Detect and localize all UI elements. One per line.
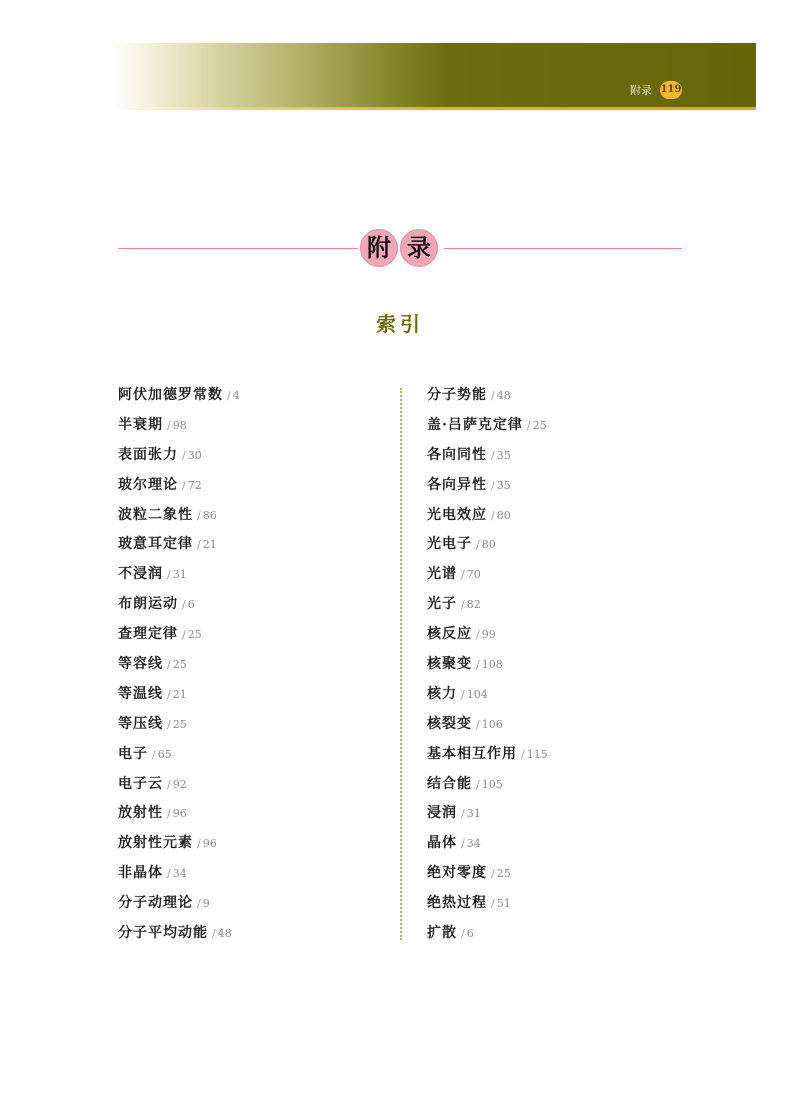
index-page-number: 99	[481, 628, 496, 642]
index-page-number: 115	[526, 747, 548, 761]
index-page-number: 21	[202, 538, 217, 552]
index-term: 光子	[427, 596, 457, 613]
index-entry	[427, 770, 687, 800]
index-term: 核聚变	[427, 656, 472, 673]
index-separator: /	[476, 777, 480, 791]
index-page-number: 65	[157, 747, 172, 761]
index-entry	[118, 471, 378, 501]
index-entry	[427, 740, 687, 770]
index-entry	[118, 560, 378, 590]
index-term: 布朗运动	[118, 596, 178, 613]
title-rule-left	[118, 248, 358, 249]
index-entry	[118, 740, 378, 770]
index-page-number: 25	[172, 658, 187, 672]
index-entry	[118, 829, 378, 859]
index-page-number: 34	[172, 867, 187, 881]
index-separator: /	[476, 538, 480, 552]
index-term: 表面张力	[118, 446, 178, 463]
page-number-badge: 119	[660, 81, 682, 99]
index-entry	[427, 620, 687, 650]
index-entry	[118, 680, 378, 710]
index-page-number: 31	[172, 568, 187, 582]
index-term: 玻意耳定律	[118, 536, 193, 553]
index-separator: /	[476, 658, 480, 672]
index-separator: /	[491, 897, 495, 911]
index-entry	[118, 650, 378, 680]
index-entry	[118, 620, 378, 650]
title-char-2: 录	[400, 229, 438, 267]
header-underline	[110, 107, 756, 110]
index-separator: /	[461, 687, 465, 701]
index-term: 半衰期	[118, 416, 163, 433]
index-entry	[427, 859, 687, 889]
index-entry	[118, 501, 378, 531]
index-separator: /	[491, 389, 495, 402]
index-separator: /	[197, 837, 201, 851]
index-term: 波粒二象性	[118, 506, 193, 523]
index-page-number: 25	[532, 418, 547, 432]
index-term: 核力	[427, 685, 457, 702]
index-entry	[118, 859, 378, 889]
index-page-number: 70	[466, 568, 481, 582]
title-char-1: 附	[360, 229, 398, 267]
index-page-number: 6	[466, 927, 474, 941]
index-entry	[118, 919, 378, 949]
index-term: 光电子	[427, 536, 472, 553]
index-column-left	[118, 381, 378, 949]
index-page-number: 86	[202, 508, 217, 522]
index-term: 放射性元素	[118, 835, 193, 852]
index-entry	[427, 680, 687, 710]
index-separator: /	[167, 687, 171, 701]
index-page-number: 21	[172, 687, 187, 701]
index-term: 玻尔理论	[118, 476, 178, 493]
index-entry	[427, 411, 687, 441]
index-entry	[427, 799, 687, 829]
index-term: 光电效应	[427, 506, 487, 523]
index-entry	[118, 590, 378, 620]
index-term: 光谱	[427, 566, 457, 583]
index-entry	[427, 710, 687, 740]
index-page-number: 96	[172, 807, 187, 821]
index-page-number: 35	[496, 478, 511, 492]
index-separator: /	[461, 568, 465, 582]
index-term: 查理定律	[118, 626, 178, 643]
index-page-number: 25	[172, 717, 187, 731]
index-separator: /	[521, 747, 525, 761]
index-separator: /	[167, 418, 171, 432]
index-term: 晶体	[427, 835, 457, 852]
index-column-right	[427, 381, 687, 949]
index-page-number: 25	[496, 867, 511, 881]
index-term: 等容线	[118, 656, 163, 673]
index-page-number: 35	[496, 448, 511, 462]
index-entry	[118, 411, 378, 441]
section-subtitle: 索引	[376, 312, 424, 336]
index-term: 绝对零度	[427, 865, 487, 882]
index-page-number: 31	[466, 807, 481, 821]
column-divider	[400, 388, 402, 940]
index-page-number: 82	[466, 598, 481, 612]
index-page-number: 48	[217, 927, 232, 941]
index-term: 各向同性	[427, 446, 487, 463]
index-separator: /	[476, 628, 480, 642]
index-term: 分子势能	[427, 387, 487, 403]
index-term: 等压线	[118, 715, 163, 732]
index-separator: /	[167, 717, 171, 731]
index-entry	[427, 441, 687, 471]
index-term: 电子云	[118, 775, 163, 792]
index-page-number: 106	[481, 717, 503, 731]
index-entry	[118, 770, 378, 800]
header-band	[110, 43, 756, 107]
index-term: 等温线	[118, 685, 163, 702]
index-entry	[427, 590, 687, 620]
index-entry	[427, 501, 687, 531]
index-page-number: 6	[187, 598, 195, 612]
index-entry	[427, 560, 687, 590]
index-page-number: 108	[481, 658, 503, 672]
index-separator: /	[212, 927, 216, 941]
index-separator: /	[461, 927, 465, 941]
index-term: 分子平均动能	[118, 925, 208, 942]
index-separator: /	[152, 747, 156, 761]
index-separator: /	[491, 448, 495, 462]
index-page-number: 34	[466, 837, 481, 851]
index-entry	[427, 919, 687, 949]
index-separator: /	[461, 807, 465, 821]
index-separator: /	[182, 448, 186, 462]
index-entry	[118, 799, 378, 829]
index-term: 电子	[118, 745, 148, 762]
index-page-number: 105	[481, 777, 503, 791]
index-separator: /	[197, 897, 201, 911]
index-entry	[118, 710, 378, 740]
index-separator: /	[491, 867, 495, 881]
index-separator: /	[167, 658, 171, 672]
index-separator: /	[491, 508, 495, 522]
index-separator: /	[182, 478, 186, 492]
index-term: 绝热过程	[427, 895, 487, 912]
index-page-number: 80	[496, 508, 511, 522]
index-term: 基本相互作用	[427, 745, 517, 762]
index-entry	[427, 471, 687, 501]
title-rule-right	[444, 248, 682, 249]
index-page-number: 72	[187, 478, 202, 492]
index-page-number: 25	[187, 628, 202, 642]
index-separator: /	[476, 717, 480, 731]
index-entry	[427, 381, 687, 411]
index-entry	[118, 441, 378, 471]
index-separator: /	[182, 628, 186, 642]
index-term: 结合能	[427, 775, 472, 792]
index-entry	[427, 889, 687, 919]
index-page-number: 9	[202, 897, 210, 911]
index-entry	[427, 650, 687, 680]
index-separator: /	[167, 807, 171, 821]
index-page-number: 48	[496, 389, 511, 402]
index-entry	[427, 829, 687, 859]
index-separator: /	[167, 777, 171, 791]
running-header-section: 附录	[630, 84, 652, 97]
index-term: 扩散	[427, 925, 457, 942]
index-separator: /	[197, 538, 201, 552]
index-page-number: 96	[202, 837, 217, 851]
index-page-number: 30	[187, 448, 202, 462]
index-separator: /	[461, 837, 465, 851]
index-separator: /	[197, 508, 201, 522]
index-term: 分子动理论	[118, 895, 193, 912]
index-page-number: 51	[496, 897, 511, 911]
index-page-number: 104	[466, 687, 488, 701]
index-term: 放射性	[118, 805, 163, 822]
index-page-number: 4	[232, 389, 240, 402]
index-term: 不浸润	[118, 566, 163, 583]
index-term: 浸润	[427, 805, 457, 822]
index-separator: /	[167, 867, 171, 881]
index-page-number: 98	[172, 418, 187, 432]
index-page-number: 80	[481, 538, 496, 552]
index-term: 非晶体	[118, 865, 163, 882]
index-separator: /	[167, 568, 171, 582]
index-term: 阿伏加德罗常数	[118, 387, 223, 403]
index-entry	[118, 381, 378, 411]
index-separator: /	[526, 418, 531, 432]
index-separator: /	[461, 598, 465, 612]
index-term: 各向异性	[427, 476, 487, 493]
index-page-number: 92	[172, 777, 187, 791]
index-entry	[118, 889, 378, 919]
index-separator: /	[182, 598, 186, 612]
index-separator: /	[227, 389, 231, 402]
index-separator: /	[491, 478, 495, 492]
index-entry	[427, 530, 687, 560]
index-term: 盖·吕萨克定律	[427, 416, 523, 433]
index-entry	[118, 530, 378, 560]
index-term: 核裂变	[427, 715, 472, 732]
index-term: 核反应	[427, 626, 472, 643]
